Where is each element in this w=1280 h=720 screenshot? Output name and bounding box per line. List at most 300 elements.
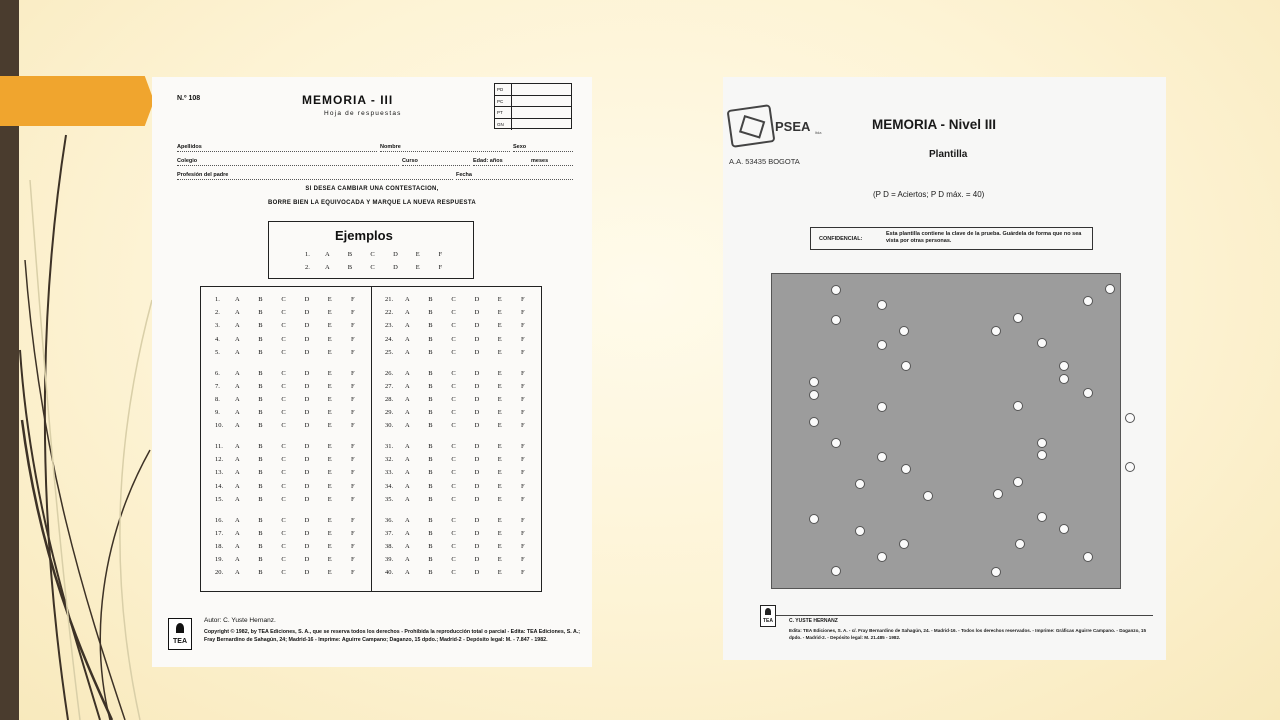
option-f: F [438,264,443,271]
item-number: 35. [385,495,394,503]
option-b: B [258,409,263,417]
option-e: E [497,529,502,537]
field-row-3 [177,172,573,180]
answer-sheet-title: MEMORIA - III [302,93,394,107]
field-colegio: Colegio [177,158,198,164]
item-number: 30. [385,422,394,430]
answer-row [215,422,374,429]
answer-sheet-subtitle: Hoja de respuestas [324,110,402,117]
option-b: B [428,348,433,356]
option-d: D [474,369,480,377]
option-a: A [405,516,410,524]
answer-row [385,443,544,450]
option-f: F [350,335,355,343]
item-number: 40. [385,569,394,577]
option-e: E [497,335,502,343]
option-c: C [451,322,456,330]
example-row [305,264,461,271]
option-d: D [304,469,310,477]
item-number: 23. [385,322,394,330]
answer-row [385,496,544,503]
option-b: B [258,369,263,377]
answer-row [385,349,544,356]
option-d: D [474,395,480,403]
field-edad: Edad: años [473,158,503,164]
item-number: 25. [385,348,394,356]
option-e: E [497,495,502,503]
option-c: C [451,456,456,464]
answer-row [385,296,544,303]
item-number: 11. [215,443,223,450]
template-hole [1125,462,1135,472]
item-number: 34. [385,482,394,490]
option-c: C [451,382,456,390]
option-e: E [327,296,332,303]
option-d: D [474,529,480,537]
option-a: A [235,322,240,330]
template-hole [855,479,865,489]
template-hole [809,377,819,387]
item-number: 31. [385,443,394,450]
option-f: F [520,395,525,403]
option-a: A [405,569,410,577]
option-b: B [428,322,433,330]
option-f: F [350,529,355,537]
item-number: 27. [385,382,394,390]
option-d: D [304,348,310,356]
option-d: D [474,556,480,564]
option-a: A [405,322,410,330]
score-row [495,107,571,119]
option-b: B [258,395,263,403]
option-e: E [497,556,502,564]
answer-row [215,296,374,303]
option-a: A [405,495,410,503]
example-number: 1. [305,251,310,258]
orange-title-tab [0,76,154,126]
option-e: E [327,422,332,430]
template-tea-logo-icon [765,608,771,615]
score-row [495,119,571,131]
answer-row [215,443,374,450]
option-e: E [327,348,332,356]
template-hole [923,491,933,501]
option-d: D [474,569,480,577]
option-f: F [350,409,355,417]
option-e: E [327,469,332,477]
option-c: C [281,529,286,537]
option-e: E [497,482,502,490]
template-hole [831,566,841,576]
option-c: C [451,542,456,550]
template-hole [855,526,865,536]
answer-row [385,517,544,524]
footer-rule [761,615,1153,616]
option-f: F [520,516,525,524]
option-b: B [258,443,263,450]
option-b: B [428,569,433,577]
option-a: A [235,409,240,417]
item-number: 9. [215,409,220,417]
answer-row [385,530,544,537]
option-f: F [438,251,443,258]
score-formula: (P D = Aciertos; P D máx. = 40) [873,190,985,199]
template-hole [991,326,1001,336]
instruction-line-2: BORRE BIEN LA EQUIVOCADA Y MARQUE LA NUEVA RESPUESTA [268,200,476,206]
item-number: 36. [385,516,394,524]
option-e: E [497,409,502,417]
option-a: A [405,382,410,390]
option-b: B [258,569,263,577]
option-e: E [327,542,332,550]
option-a: A [235,296,240,303]
item-number: 8. [215,395,220,403]
option-d: D [304,482,310,490]
score-box [494,83,572,129]
option-c: C [451,469,456,477]
template-hole [877,340,887,350]
template-hole [1037,450,1047,460]
option-e: E [497,456,502,464]
option-b: B [258,516,263,524]
answer-row [215,483,374,490]
option-e: E [497,469,502,477]
option-a: A [235,369,240,377]
option-b: B [428,469,433,477]
option-b: B [428,556,433,564]
option-d: D [304,309,310,317]
template-hole [831,315,841,325]
option-b: B [428,542,433,550]
template-hole [993,489,1003,499]
option-f: F [520,322,525,330]
field-sexo: Sexo [513,144,527,150]
option-c: C [451,296,456,303]
option-d: D [304,422,310,430]
tea-logo-text: TEA [173,638,187,645]
option-d: D [474,469,480,477]
option-f: F [520,556,525,564]
option-b: B [258,296,263,303]
item-number: 10. [215,422,224,430]
answer-row [385,383,544,390]
option-f: F [350,296,355,303]
option-f: F [520,443,525,450]
option-c: C [281,322,286,330]
option-d: D [474,456,480,464]
item-number: 7. [215,382,220,390]
option-a: A [235,335,240,343]
option-b: B [258,322,263,330]
option-e: E [497,296,502,303]
template-hole [901,361,911,371]
option-d: D [393,251,398,258]
answer-row [215,370,374,377]
option-f: F [520,542,525,550]
item-number: 16. [215,516,224,524]
answer-row [385,569,544,576]
item-number: 6. [215,369,220,377]
option-f: F [350,569,355,577]
option-d: D [304,542,310,550]
option-b: B [258,309,263,317]
option-e: E [497,422,502,430]
answer-row [385,483,544,490]
option-f: F [350,556,355,564]
answer-row [385,322,544,329]
field-curso: Curso [402,158,418,164]
answer-row [215,456,374,463]
template-tea-logo [760,605,776,627]
option-a: A [235,309,240,317]
option-c: C [451,409,456,417]
item-number: 12. [215,456,224,464]
option-e: E [497,322,502,330]
option-b: B [258,348,263,356]
option-c: C [451,395,456,403]
option-c: C [281,556,286,564]
option-a: A [405,542,410,550]
option-e: E [497,569,502,577]
option-e: E [327,556,332,564]
examples-box [268,221,474,279]
template-hole [1083,388,1093,398]
answer-row [385,422,544,429]
template-hole [1059,361,1069,371]
option-c: C [451,443,456,450]
option-d: D [304,529,310,537]
option-a: A [235,382,240,390]
answer-row [385,396,544,403]
option-e: E [327,569,332,577]
option-c: C [281,296,286,303]
template-subtitle: Plantilla [929,149,968,160]
option-e: E [327,369,332,377]
option-f: F [520,348,525,356]
template-hole [1015,539,1025,549]
option-b: B [258,542,263,550]
template-author: C. YUSTE HERNANZ [789,618,838,624]
option-b: B [428,296,433,303]
item-number: 32. [385,456,394,464]
option-b: B [428,309,433,317]
option-f: F [350,422,355,430]
option-d: D [304,569,310,577]
option-b: B [428,382,433,390]
publisher-address: A.A. 53435 BOGOTA [729,157,800,166]
option-f: F [520,529,525,537]
option-c: C [281,309,286,317]
option-c: C [451,309,456,317]
option-d: D [304,443,310,450]
option-b: B [428,422,433,430]
item-number: 4. [215,335,220,343]
option-d: D [304,382,310,390]
option-f: F [350,395,355,403]
option-f: F [350,516,355,524]
option-c: C [451,422,456,430]
option-b: B [428,456,433,464]
option-c: C [281,482,286,490]
option-b: B [347,264,353,271]
option-a: A [325,251,330,258]
template-edit-info: Edita: TEA Ediciones, S. A. - c/. Fray Bernardino de Sahagún, 24. - Madrid-16. - Todos los derechos reservados. - Imprime: Gráficas Aguirre Campano. - Daganzo, 15 dpdo. - Madrid-2. - Depósito legal: M. 21.485 - 1982. [789,628,1147,640]
item-number: 2. [215,309,220,317]
option-d: D [474,382,480,390]
item-number: 33. [385,469,394,477]
option-d: D [474,322,480,330]
option-b: B [347,251,353,258]
option-a: A [405,529,410,537]
answer-row [215,396,374,403]
option-f: F [520,482,525,490]
field-row-1 [177,144,573,152]
option-c: C [281,542,286,550]
answer-row [385,469,544,476]
option-e: E [327,495,332,503]
option-b: B [428,443,433,450]
score-row [495,84,571,96]
option-b: B [258,482,263,490]
answer-row [215,383,374,390]
option-c: C [281,409,286,417]
option-b: B [428,516,433,524]
option-b: B [428,409,433,417]
option-f: F [520,422,525,430]
option-d: D [474,335,480,343]
confidential-text: Esta plantilla contiene la clave de la prueba. Guárdela de forma que no sea vista por otras personas. [886,231,1082,244]
option-c: C [281,382,286,390]
option-b: B [258,422,263,430]
option-d: D [474,409,480,417]
sheet-number: N.º 108 [177,95,201,102]
option-b: B [428,395,433,403]
answer-row [385,456,544,463]
template-hole [809,417,819,427]
option-e: E [327,456,332,464]
psea-logo-icon [727,104,776,148]
option-c: C [281,456,286,464]
option-c: C [451,556,456,564]
field-profesion: Profesión del padre [177,172,229,178]
option-d: D [304,556,310,564]
option-e: E [327,309,332,317]
answer-row [215,569,374,576]
example-number: 2. [305,264,310,271]
option-d: D [304,296,310,303]
option-a: A [405,409,410,417]
item-number: 22. [385,309,394,317]
publisher-name: PSEA [775,119,811,134]
answer-row [215,309,374,316]
instruction-line-1: SI DESEA CAMBIAR UNA CONTESTACION, [305,186,439,192]
template-hole-grid [771,273,1121,589]
template-hole [991,567,1001,577]
answer-row [215,556,374,563]
option-f: F [350,443,355,450]
option-a: A [405,456,410,464]
option-b: B [428,495,433,503]
option-d: D [304,409,310,417]
option-d: D [474,443,480,450]
template-hole [1059,524,1069,534]
template-title: MEMORIA - Nivel III [872,117,997,132]
option-d: D [304,495,310,503]
option-e: E [497,382,502,390]
option-c: C [281,469,286,477]
option-a: A [405,369,410,377]
item-number: 19. [215,556,224,564]
template-hole [877,452,887,462]
score-row [495,96,571,108]
option-c: C [451,569,456,577]
item-number: 39. [385,556,394,564]
option-a: A [235,456,240,464]
option-a: A [405,395,410,403]
option-c: C [451,369,456,377]
option-f: F [350,348,355,356]
answer-row [215,543,374,550]
template-hole [809,390,819,400]
field-nombre: Nombre [380,144,401,150]
option-e: E [497,348,502,356]
option-e: E [415,264,420,271]
template-hole [1125,413,1135,423]
answer-row [215,517,374,524]
option-e: E [327,529,332,537]
option-c: C [281,443,286,450]
option-b: B [258,335,263,343]
option-a: A [235,395,240,403]
template-tea-logo-text: TEA [763,618,773,624]
option-f: F [350,495,355,503]
option-a: A [235,516,240,524]
option-f: F [350,322,355,330]
item-number: 15. [215,495,224,503]
option-b: B [428,482,433,490]
option-d: D [304,322,310,330]
item-number: 5. [215,348,220,356]
template-hole [899,326,909,336]
option-a: A [235,348,240,356]
option-c: C [370,264,375,271]
confidential-notice [810,227,1093,250]
option-e: E [327,482,332,490]
item-number: 28. [385,395,394,403]
template-hole [831,438,841,448]
item-number: 37. [385,529,394,537]
answer-row [385,556,544,563]
option-d: D [393,264,398,271]
item-number: 26. [385,369,394,377]
answer-row [215,530,374,537]
template-sheet-image [723,77,1166,660]
option-a: A [405,469,410,477]
item-number: 18. [215,542,224,550]
template-hole [877,402,887,412]
option-d: D [474,542,480,550]
option-d: D [474,422,480,430]
answer-row [385,336,544,343]
option-a: A [405,348,410,356]
option-a: A [405,443,410,450]
tea-logo [168,618,192,650]
option-b: B [258,529,263,537]
option-e: E [327,409,332,417]
option-a: A [235,482,240,490]
option-c: C [451,516,456,524]
item-number: 17. [215,529,224,537]
